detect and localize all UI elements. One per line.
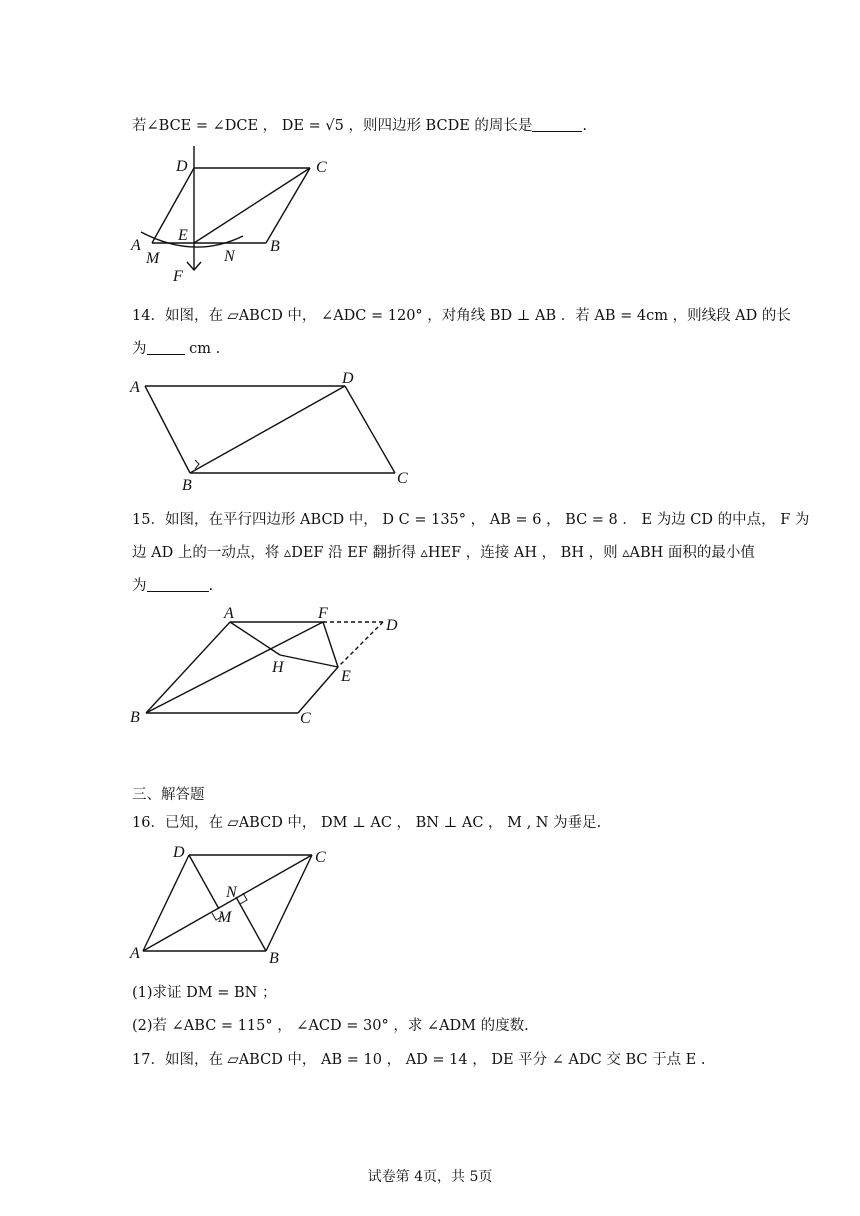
label-d: D [342,370,354,387]
label-n: N [226,884,237,901]
label-e: E [341,668,351,685]
label-b: B [270,238,280,255]
label-d: D [173,844,185,861]
segment-ad [143,855,189,951]
label-a: A [130,945,140,962]
q15-text-2: 边 AD 上的一动点，将 ▵DEF 沿 EF 翻折得 ▵HEF ，连接 AH ， BH ，则 ▵ABH 面积的最小值 [132,545,755,561]
segment-bn [236,897,266,951]
q16-part1: (1)求证 DM = BN ； [132,985,277,1001]
label-a: A [131,237,141,254]
page-footer: 试卷第 4页，共 5页 [367,1169,493,1185]
label-c: C [316,159,327,176]
q13-period: . [582,118,588,134]
label-c: C [300,710,311,727]
segment-cb [266,855,312,951]
label-m: M [218,909,232,926]
q13-text: 若∠BCE = ∠DCE ， DE = √5 ，则四边形 BCDE 的周长是 [132,118,533,134]
q17-text: 17．如图，在 ▱ABCD 中， AB = 10 ， AD = 14 ， DE 平分 ∠ ADC 交 BC 于点 E . [132,1052,706,1068]
q14-prefix: 为 [132,341,147,357]
q14-unit: cm . [189,341,221,357]
q15-period: . [208,578,214,594]
label-c: C [397,470,408,487]
label-c: C [315,849,326,866]
label-e: E [178,227,188,244]
label-n: N [224,248,235,265]
label-b: B [130,709,140,726]
q17-line1 [132,1048,705,1069]
segment-ac [143,855,312,951]
q16-part2: (2)若 ∠ABC = 115° ， ∠ACD = 30° ，求 ∠ADM 的度数. [132,1018,529,1034]
label-m: M [146,250,160,267]
q15-prefix: 为 [132,578,147,594]
label-a: A [224,605,234,622]
label-d: D [386,617,398,634]
segment-dm [189,855,219,909]
label-f: F [318,605,328,622]
label-b: B [269,950,279,967]
label-a: A [130,379,140,396]
label-b: B [182,477,192,494]
label-h: H [272,659,284,676]
label-d: D [176,158,188,175]
label-f: F [173,268,183,285]
q15-text-1: 15．如图，在平行四边形 ABCD 中， D C = 135° ， AB = 6 ， BC = 8 ． E 为边 CD 的中点， F 为 [132,512,810,528]
section-title: 三、解答题 [132,787,205,803]
q16-text: 16．已知，在 ▱ABCD 中， DM ⊥ AC ， BN ⊥ AC ， M , N 为垂足. [132,815,602,831]
q14-text: 14．如图，在 ▱ABCD 中， ∠ADC = 120° ，对角线 BD ⊥ AB ．若 AB = 4cm ，则线段 AD 的长 [132,308,791,324]
